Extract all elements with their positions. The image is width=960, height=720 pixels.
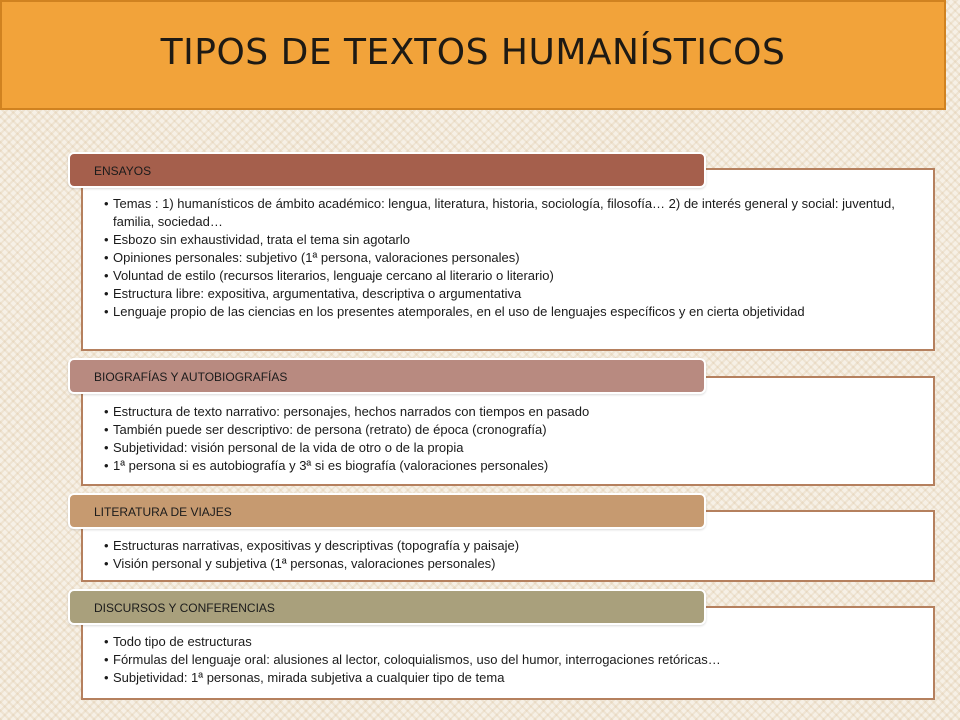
list-item: • Fórmulas del lenguaje oral: alusiones al lector, coloquialismos, uso del humor, interrogaciones retóricas… — [104, 651, 933, 669]
list-item: • Temas : 1) humanísticos de ámbito académico: lengua, literatura, historia, sociología, filosofía… 2) de interés general y social: juventud, familia, sociedad… — [104, 195, 933, 231]
list-item: • Todo tipo de estructuras — [104, 633, 933, 651]
list-item: • Subjetividad: 1ª personas, mirada subjetiva a cualquier tipo de tema — [104, 669, 933, 687]
section-ensayos — [81, 168, 935, 351]
section-header-discursos: DISCURSOS Y CONFERENCIAS — [68, 589, 706, 625]
section-header-ensayos: ENSAYOS — [68, 152, 706, 188]
list-item: • Estructura libre: expositiva, argumentativa, descriptiva o argumentativa — [104, 285, 933, 303]
list-item: • Opiniones personales: subjetivo (1ª persona, valoraciones personales) — [104, 249, 933, 267]
slide-title: TIPOS DE TEXTOS HUMANÍSTICOS — [160, 32, 786, 73]
section-header-literatura-viajes: LITERATURA DE VIAJES — [68, 493, 706, 529]
list-item: • Visión personal y subjetiva (1ª personas, valoraciones personales) — [104, 555, 933, 573]
title-banner — [0, 0, 946, 110]
list-item: • Subjetividad: visión personal de la vida de otro o de la propia — [104, 439, 933, 457]
list-item: • 1ª persona si es autobiografía y 3ª si es biografía (valoraciones personales) — [104, 457, 933, 475]
list-item: • También puede ser descriptivo: de persona (retrato) de época (cronografía) — [104, 421, 933, 439]
list-item: • Lenguaje propio de las ciencias en los presentes atemporales, en el uso de lenguajes específicos y en cierta objetividad — [104, 303, 933, 321]
list-item: • Estructuras narrativas, expositivas y descriptivas (topografía y paisaje) — [104, 537, 933, 555]
section-ensayos-list — [83, 170, 933, 321]
list-item: • Estructura de texto narrativo: personajes, hechos narrados con tiempos en pasado — [104, 403, 933, 421]
list-item: • Esbozo sin exhaustividad, trata el tema sin agotarlo — [104, 231, 933, 249]
section-header-biografias: BIOGRAFÍAS Y AUTOBIOGRAFÍAS — [68, 358, 706, 394]
list-item: • Voluntad de estilo (recursos literarios, lenguaje cercano al literario o literario) — [104, 267, 933, 285]
